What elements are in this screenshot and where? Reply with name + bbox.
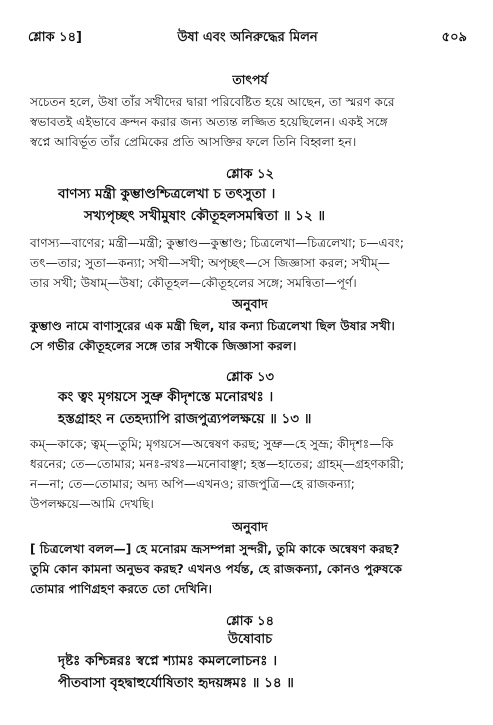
header-page-number: ৫০৯ [441, 30, 467, 45]
verse-14-speaker: উষোবাচ [227, 632, 273, 647]
text-line: স্বপ্নে আবির্ভূত তাঁর প্রেমিকের প্রতি আসক্তির ফলে তিনি বিহ্বলা হন। [30, 135, 357, 149]
synonym-line: উপলক্ষয়ে—আমি দেখছি। [30, 497, 154, 511]
verse-12-synonyms [30, 233, 470, 293]
verse-14-text [30, 650, 470, 694]
verse-line: দৃষ্টঃ কশ্চিন্নরঃ স্বপ্নে শ্যামঃ কমললোচনঃ । [58, 653, 278, 669]
running-header [28, 28, 467, 50]
verse-13-text [30, 386, 470, 430]
verse-12-translation [30, 316, 470, 356]
verse-13-translation [30, 539, 470, 599]
verse-12-heading: শ্লোক ১২ [225, 167, 275, 182]
verse-13-translation-heading: অনুবাদ [232, 519, 268, 534]
verse-13-synonyms [30, 434, 470, 514]
translation-line: তোমার পাণিগ্রহণ করতে তো দেখিনি। [30, 582, 213, 596]
text-line: সচেতন হলে, উষা তাঁর সখীদের দ্বারা পরিবেষ্টিত হয়ে আছেন, তা স্মরণ করে [30, 95, 395, 109]
verse-line: কং ত্বং মৃগয়সে সুভ্রু কীদৃশস্তে মনোরথঃ । [58, 389, 274, 405]
translation-line: কুম্ভাণ্ড নামে বাণাসুরের এক মন্ত্রী ছিল, যার কন্যা চিত্রলেখা ছিল উষার সখী। [30, 319, 395, 333]
verse-line: বাণস্য মন্ত্রী কুম্ভাণ্ডশ্চিত্রলেখা চ তৎসুতা । [58, 186, 276, 202]
synonym-line: তার সখী; উষাম্—উষা; কৌতূহল—কৌতূহলের সঙ্গে; সমন্বিতা—পূর্ণ। [30, 276, 357, 290]
verse-line: পীতবাসা বৃহদ্বাহুর্যোষিতাং হৃদয়ঙ্গমঃ ॥ ১৪ ॥ [58, 675, 294, 691]
verse-line: সখ্যপৃচ্ছৎ সখীমুষাং কৌতূহলসমন্বিতা ॥ ১২ ॥ [84, 208, 326, 224]
header-chapter-title: উষা এবং অনিরুদ্ধের মিলন [177, 30, 318, 45]
header-verse-ref: শ্লোক ১৪] [28, 30, 82, 45]
synonym-line: বাণস্য—বাণের; মন্ত্রী—মন্ত্রী; কুম্ভাণ্ড—কুম্ভাণ্ড; চিত্রলেখা—চিত্রলেখা; চ—এবং; [30, 236, 404, 250]
synonym-line: ধরনের; তে—তোমার; মনঃ-রথঃ—মনোবাঞ্ছা; হস্ত—হাতের; গ্রাহম্—গ্রহণকারী; [30, 457, 405, 471]
verse-12-text [30, 183, 470, 227]
purport-heading: তাৎপর্য [232, 72, 268, 87]
verse-12-translation-heading: অনুবাদ [232, 296, 268, 311]
verse-14-heading: শ্লোক ১৪ [225, 614, 275, 629]
purport-paragraph [30, 92, 470, 152]
verse-13-heading: শ্লোক ১৩ [225, 370, 275, 385]
translation-line: সে গভীর কৌতূহলের সঙ্গে তার সখীকে জিজ্ঞাসা করল। [30, 339, 297, 353]
synonym-line: তৎ—তার; সুতা—কন্যা; সখী—সখী; অপৃচ্ছৎ—সে জিজ্ঞাসা করল; সখীম্— [30, 256, 390, 270]
synonym-line: কম্—কাকে; ত্বম্—তুমি; মৃগয়সে—অন্বেষণ করছ; সুভ্রু—হে সুভ্রূ; কীদৃশঃ—কি [30, 437, 394, 451]
verse-line: হস্তগ্রাহং ন তেহদ্যাপি রাজপুত্র্যপলক্ষয়ে ॥ ১৩ ॥ [58, 411, 312, 427]
translation-line: তুমি কোন কামনা অনুভব করছ? এখনও পর্যন্ত, হে রাজকন্যা, কোনও পুরুষকে [30, 562, 402, 576]
translation-line: [ চিত্রলেখা বলল—] হে মনোরম ভ্রূসম্পন্না সুন্দরী, তুমি কাকে অন্বেষণ করছ? [30, 542, 400, 556]
synonym-line: ন—না; তে—তোমার; অদ্য অপি—এখনও; রাজপুত্রি—হে রাজকন্যা; [30, 477, 355, 491]
text-line: স্বভাবতই এইভাবে ক্রন্দন করার জন্য অত্যন্ত লজ্জিত হয়েছিলেন। একই সঙ্গে [30, 115, 388, 129]
